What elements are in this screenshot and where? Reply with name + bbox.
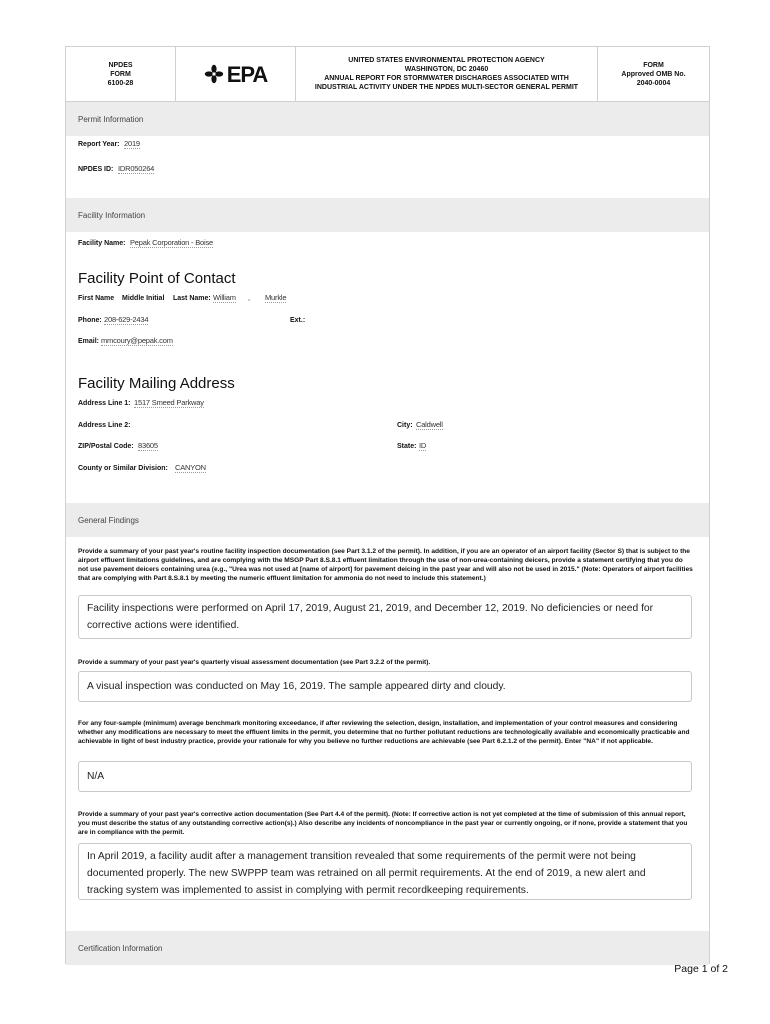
answer-routine-inspection[interactable]: Facility inspections were performed on April 17, 2019, August 21, 2019, and December 12, 2019. No deficiencies or need for corrective actions were identified. (78, 595, 692, 639)
city-label: City: (397, 422, 413, 429)
section-certification-information: Certification Information (66, 931, 709, 965)
zip-label: ZIP/Postal Code: (78, 443, 134, 450)
phone-label: Phone: (78, 317, 102, 324)
form-id-line: FORM (110, 70, 131, 78)
state-field[interactable]: ID (419, 441, 427, 450)
middle-initial-label: Middle Initial (122, 295, 165, 302)
answer-benchmark-exceedance[interactable]: N/A (78, 761, 692, 792)
epa-logo (204, 61, 268, 87)
epa-logo-block (176, 47, 296, 101)
answer-corrective-action[interactable]: In April 2019, a facility audit after a management transition revealed that some requirements of the permit were not being documented properly. The new SWPPP team was retrained on all permit requirements. At the end of 2019, a new alert and tracking system was implemented to assist in complying with permit recordkeeping requirements. (78, 843, 692, 900)
omb-line: 2040-0004 (636, 79, 671, 87)
first-name-label: First Name (78, 295, 115, 302)
agency-line: ANNUAL REPORT FOR STORMWATER DISCHARGES ASSOCIATED WITH (324, 75, 569, 82)
section-permit-information: Permit Information (66, 102, 709, 136)
facility-name-field[interactable]: Pepak Corporation - Boise (130, 238, 213, 247)
epa-logo-text: EPA (226, 61, 268, 87)
section-facility-information: Facility Information (66, 198, 709, 232)
report-year-field[interactable]: 2019 (124, 139, 140, 148)
report-form (65, 46, 710, 964)
agency-block (296, 47, 598, 101)
phone-field[interactable]: 208-629-2434 (104, 315, 149, 324)
form-id-line: NPDES (108, 61, 133, 69)
county-label: County or Similar Division: (78, 465, 168, 472)
answer-visual-assessment[interactable]: A visual inspection was conducted on May 16, 2019. The sample appeared dirty and cloudy. (78, 671, 692, 702)
page-number: Page 1 of 2 (674, 963, 728, 975)
zip-field[interactable]: 83605 (138, 441, 158, 450)
point-of-contact-title: Facility Point of Contact (78, 270, 236, 287)
question-visual-assessment: Provide a summary of your past year's quarterly visual assessment documentation (see Part 3.2.2 of the permit). (78, 659, 431, 666)
address-line-2-label: Address Line 2: (78, 422, 131, 429)
form-id-block (66, 47, 176, 101)
epa-flower-icon (204, 64, 224, 84)
address-line-1-field[interactable]: 1517 Smeed Parkway (134, 398, 204, 407)
last-name-label: Last Name: (173, 295, 211, 302)
omb-block (598, 47, 709, 101)
name-separator: , (248, 295, 250, 302)
last-name-field[interactable]: Murkle (265, 293, 287, 302)
report-year-label: Report Year: (78, 141, 120, 148)
npdes-id-field[interactable]: IDR050264 (118, 164, 155, 173)
omb-line: FORM (643, 61, 664, 69)
omb-line: Approved OMB No. (621, 70, 686, 78)
city-field[interactable]: Caldwell (416, 420, 443, 429)
agency-line: INDUSTRIAL ACTIVITY UNDER THE NPDES MULTI-SECTOR GENERAL PERMIT (314, 84, 579, 91)
question-routine-inspection: Provide a summary of your past year's routine facility inspection documentation (see Part 3.1.2 of the permit). In addition, if you are an operator of an airport facility (Sector S) that is subject to the airport effluent limitations guidelines, and are complying with the MSGP Part 8.S.8.1 effluent limitation through the use of non-urea-containing deicers, provide a statement certifying that you do not use pavement deicers containing urea (e.g., "Urea was not used at [name of airport] for pavement deicing in the past year and will also not be used in 2015." (Note: Operators of airport facilities that are complying with Part 8.S.8.1 by meeting the numeric effluent limitation for ammonia do not need to include this statement.) (78, 548, 693, 582)
first-name-field[interactable]: William (213, 293, 236, 302)
ext-label: Ext.: (290, 317, 306, 324)
form-header (66, 47, 709, 102)
state-label: State: (397, 443, 417, 450)
email-label: Email: (78, 338, 100, 345)
agency-line: WASHINGTON, DC 20460 (404, 66, 489, 73)
county-field[interactable]: CANYON (175, 463, 206, 472)
question-corrective-action: Provide a summary of your past year's corrective action documentation (See Part 4.4 of the permit). (Note: If corrective action is not yet completed at the time of submission of this annual report, you must describe the status of any outstanding corrective action(s).) Also describe any incidents of noncompliance in the past year or currently ongoing, or if none, provide a statement that you are in compliance with the permit. (78, 811, 688, 836)
address-line-1-label: Address Line 1: (78, 400, 131, 407)
email-field[interactable]: mmcoury@pepak.com (101, 336, 173, 345)
section-general-findings: General Findings (66, 503, 709, 537)
form-id-line: 6100-28 (107, 79, 134, 87)
mailing-address-title: Facility Mailing Address (78, 375, 235, 392)
facility-name-label: Facility Name: (78, 240, 126, 247)
npdes-id-label: NPDES ID: (78, 166, 114, 173)
question-benchmark-exceedance: For any four-sample (minimum) average benchmark monitoring exceedance, if after reviewing the selection, design, installation, and implementation of your control measures and considering whether any modifications are necessary to meet the effluent limits in the permit, you determine that no further pollutant reductions are technologically available and economically practicable and achievable in light of best industry practice, provide your rationale for why you believe no further reductions are achievable (see Part 6.2.1.2 of the permit). Enter "NA" if not applicable. (78, 720, 690, 745)
agency-line: UNITED STATES ENVIRONMENTAL PROTECTION AGENCY (348, 57, 545, 64)
